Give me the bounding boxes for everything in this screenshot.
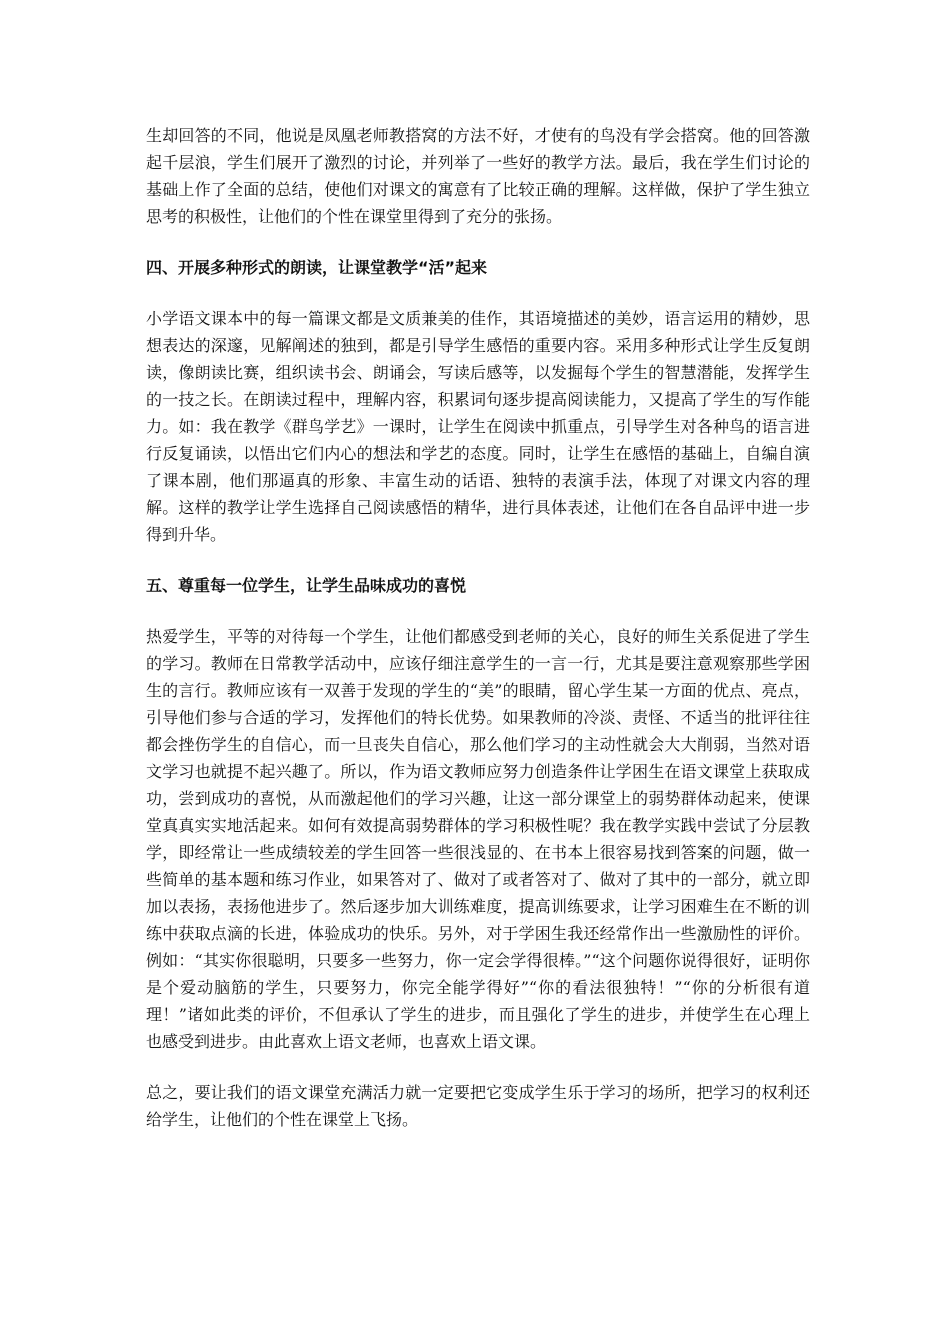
section-4-heading: 四、开展多种形式的朗读，让课堂教学“活”起来: [146, 258, 488, 277]
section-5-paragraph: 热爱学生，平等的对待每一个学生，让他们都感受到老师的关心，良好的师生关系促进了学生的学习。教师在日常教学活动中，应该仔细注意学生的一言一行，尤其是要注意观察那些学困生的言行。教师应该有一双善于发现的学生的“美”的眼睛，留心学生某一方面的优点、亮点，引导他们参与合适的学习，发挥他们的特长优势。如果教师的冷淡、责怪、不适当的批评往往都会挫伤学生的自信心，而一旦丧失自信心，那么他们学习的主动性就会大大削弱，当然对语文学习也就提不起兴趣了。所以，作为语文教师应努力创造条件让学困生在语文课堂上获取成功，尝到成功的喜悦，从而激起他们的学习兴趣，让这一部分课堂上的弱势群体动起来，使课堂真真实实地活起来。如何有效提高弱势群体的学习积极性呢？我在教学实践中尝试了分层教学，即经常让一些成绩较差的学生回答一些很浅显的、在书本上很容易找到答案的问题，做一些简单的基本题和练习作业，如果答对了、做对了或者答对了、做对了其中的一部分，就立即加以表扬，表扬他进步了。然后逐步加大训练难度，提高训练要求，让学习困难生在不断的训练中获取点滴的长进，体验成功的快乐。另外，对于学困生我还经常作出一些激励性的评价。例如：“其实你很聪明，只要多一些努力，你一定会学得很棒。”“这个问题你说得很好，证明你是个爱动脑筋的学生，只要努力，你完全能学得好”“你的看法很独特！”“你的分析很有道理！”诸如此类的评价，不但承认了学生的进步，而且强化了学生的进步，并使学生在心理上也感受到进步。由此喜欢上语文老师，也喜欢上语文课。: [146, 627, 810, 1051]
section-5-heading: 五、尊重每一位学生，让学生品味成功的喜悦: [146, 576, 467, 595]
document-page: [146, 122, 810, 1157]
intro-paragraph: 生却回答的不同，他说是凤凰老师教搭窝的方法不好，才使有的鸟没有学会搭窝。他的回答激起千层浪，学生们展开了激烈的讨论，并列举了一些好的教学方法。最后，我在学生们讨论的基础上作了全面的总结，使他们对课文的寓意有了比较正确的理解。这样做，保护了学生独立思考的积极性，让他们的个性在课堂里得到了充分的张扬。: [146, 126, 810, 226]
section-4-paragraph: 小学语文课本中的每一篇课文都是文质兼美的佳作，其语境描述的美妙，语言运用的精妙，思想表达的深邃，见解阐述的独到，都是引导学生感悟的重要内容。采用多种形式让学生反复朗读，像朗读比赛，组织读书会、朗诵会，写读后感等，以发掘每个学生的智慧潜能，发挥学生的一技之长。在朗读过程中，理解内容，积累词句逐步提高阅读能力，又提高了学生的写作能力。如：我在教学《群鸟学艺》一课时，让学生在阅读中抓重点，引导学生对各种鸟的语言进行反复诵读，以悟出它们内心的想法和学艺的态度。同时，让学生在感悟的基础上，自编自演了课本剧，他们那逼真的形象、丰富生动的话语、独特的表演手法，体现了对课文内容的理解。这样的教学让学生选择自己阅读感悟的精华，进行具体表述，让他们在各自品评中进一步得到升华。: [146, 309, 810, 544]
conclusion-paragraph: 总之，要让我们的语文课堂充满活力就一定要把它变成学生乐于学习的场所，把学习的权利还给学生，让他们的个性在课堂上飞扬。: [146, 1083, 810, 1129]
